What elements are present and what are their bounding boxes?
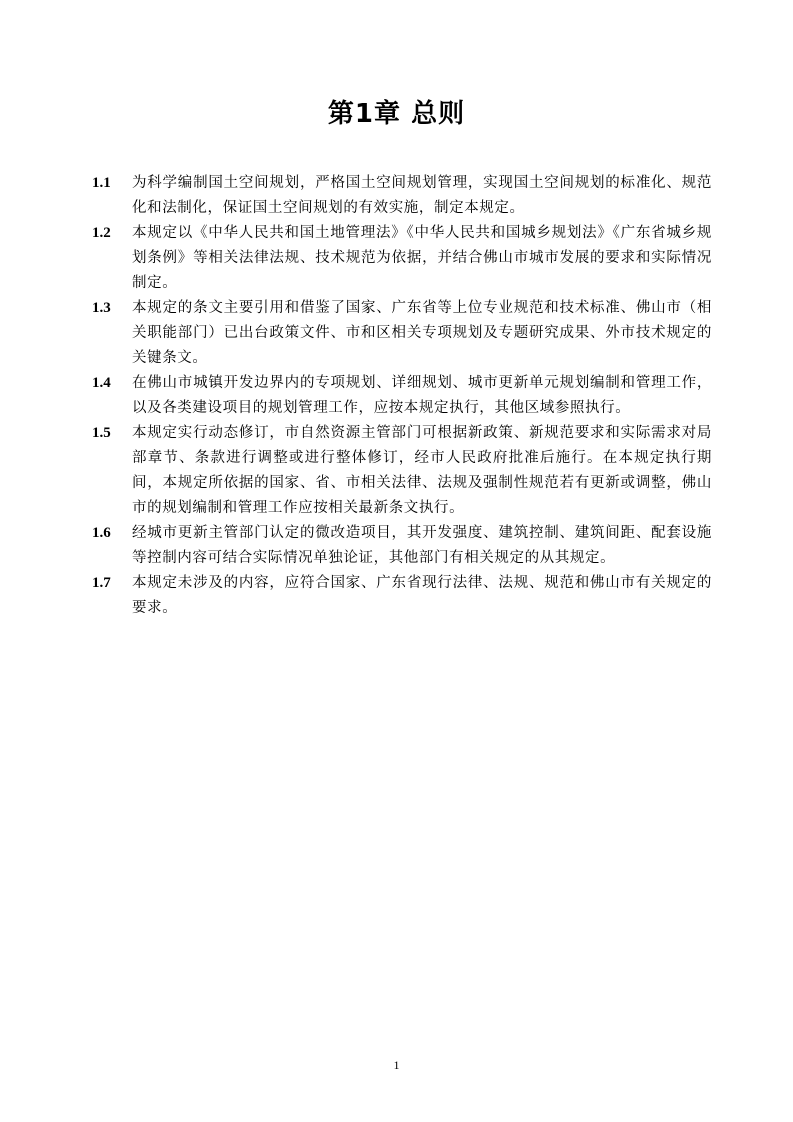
clause-item	[92, 371, 716, 421]
clause-text: 本规定以《中华人民共和国土地管理法》《中华人民共和国城乡规划法》《广东省城乡规划条例》等相关法律法规、技术规范为依据，并结合佛山市城市发展的要求和实际情况制定。	[132, 225, 712, 291]
clause-item	[92, 521, 716, 571]
clause-text: 本规定的条文主要引用和借鉴了国家、广东省等上位专业规范和技术标准、佛山市（相关职能部门）已出台政策文件、市和区相关专项规划及专题研究成果、外市技术规定的关键条文。	[132, 300, 712, 366]
clause-number: 1.7	[92, 575, 111, 591]
clause-text: 经城市更新主管部门认定的微改造项目，其开发强度、建筑控制、建筑间距、配套设施等控制内容可结合实际情况单独论证，其他部门有相关规定的从其规定。	[132, 525, 712, 566]
page-title: 第1章 总则	[327, 99, 466, 129]
clause-text: 本规定实行动态修订，市自然资源主管部门可根据新政策、新规范要求和实际需求对局部章节、条款进行调整或进行整体修订，经市人民政府批准后施行。在本规定执行期间，本规定所依据的国家、省、市相关法律、法规及强制性规范若有更新或调整，佛山市的规划编制和管理工作应按相关最新条文执行。	[132, 425, 712, 516]
clause-list	[92, 171, 716, 621]
clause-item	[92, 571, 716, 621]
clause-number: 1.1	[92, 175, 111, 191]
clause-text: 在佛山市城镇开发边界内的专项规划、详细规划、城市更新单元规划编制和管理工作，以及各类建设项目的规划管理工作，应按本规定执行，其他区域参照执行。	[132, 375, 712, 416]
clause-text: 本规定未涉及的内容，应符合国家、广东省现行法律、法规、规范和佛山市有关规定的要求。	[132, 575, 712, 616]
clause-number: 1.3	[92, 300, 111, 316]
clause-item	[92, 296, 716, 371]
clause-text: 为科学编制国土空间规划，严格国土空间规划管理，实现国土空间规划的标准化、规范化和法制化，保证国土空间规划的有效实施，制定本规定。	[132, 175, 712, 216]
clause-number: 1.5	[92, 425, 111, 441]
clause-item	[92, 421, 716, 521]
clause-number: 1.4	[92, 375, 111, 391]
clause-number: 1.6	[92, 525, 111, 541]
clause-number: 1.2	[92, 225, 111, 241]
clause-item	[92, 171, 716, 221]
clause-item	[92, 221, 716, 296]
page-number: 1	[393, 1058, 400, 1072]
